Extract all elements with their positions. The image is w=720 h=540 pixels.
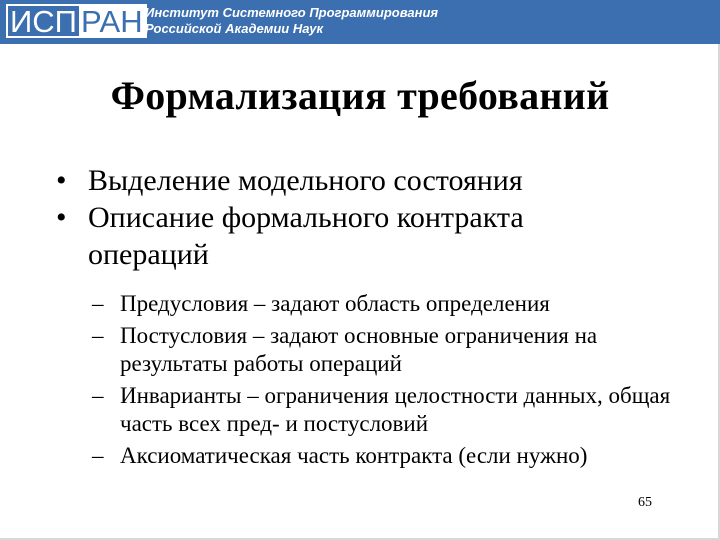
bullet-item — [56, 199, 588, 273]
bullet-text: Описание формального контракта операций — [88, 201, 524, 271]
institute-line-2: Российской Академии Наук — [145, 21, 324, 36]
bullet-text: Выделение модельного состояния — [88, 164, 523, 197]
sub-bullet-marker: – — [92, 383, 104, 408]
sub-bullet-text: Постусловия – задают основные ограничения на результаты работы операций — [120, 323, 598, 376]
ispras-logo — [6, 4, 147, 38]
logo-text-left: ИСП — [10, 3, 77, 39]
bullet-list — [56, 162, 676, 273]
bullet-marker: • — [56, 201, 67, 234]
sub-bullet-item — [92, 322, 640, 378]
sub-bullet-marker: – — [92, 443, 104, 468]
institute-name — [145, 5, 438, 37]
sub-bullet-text: Предусловия – задают область определения — [120, 291, 550, 316]
sub-bullet-item — [92, 442, 672, 470]
sub-bullet-list — [92, 290, 672, 474]
page-number: 65 — [638, 495, 652, 510]
sub-bullet-marker: – — [92, 323, 104, 348]
bullet-marker: • — [56, 164, 67, 197]
slide-title: Формализация требований — [110, 73, 610, 118]
institute-line-1: Институт Системного Программирования — [145, 5, 439, 20]
sub-bullet-item — [92, 290, 672, 318]
logo-text-right: РАН — [80, 3, 143, 39]
header-bar — [0, 0, 720, 44]
sub-bullet-item — [92, 382, 680, 438]
sub-bullet-marker: – — [92, 291, 104, 316]
sub-bullet-text: Инварианты – ограничения целостности данных, общая часть всех пред- и постусловий — [120, 383, 671, 436]
bullet-item — [56, 162, 676, 199]
sub-bullet-text: Аксиоматическая часть контракта (если нужно) — [120, 443, 588, 468]
